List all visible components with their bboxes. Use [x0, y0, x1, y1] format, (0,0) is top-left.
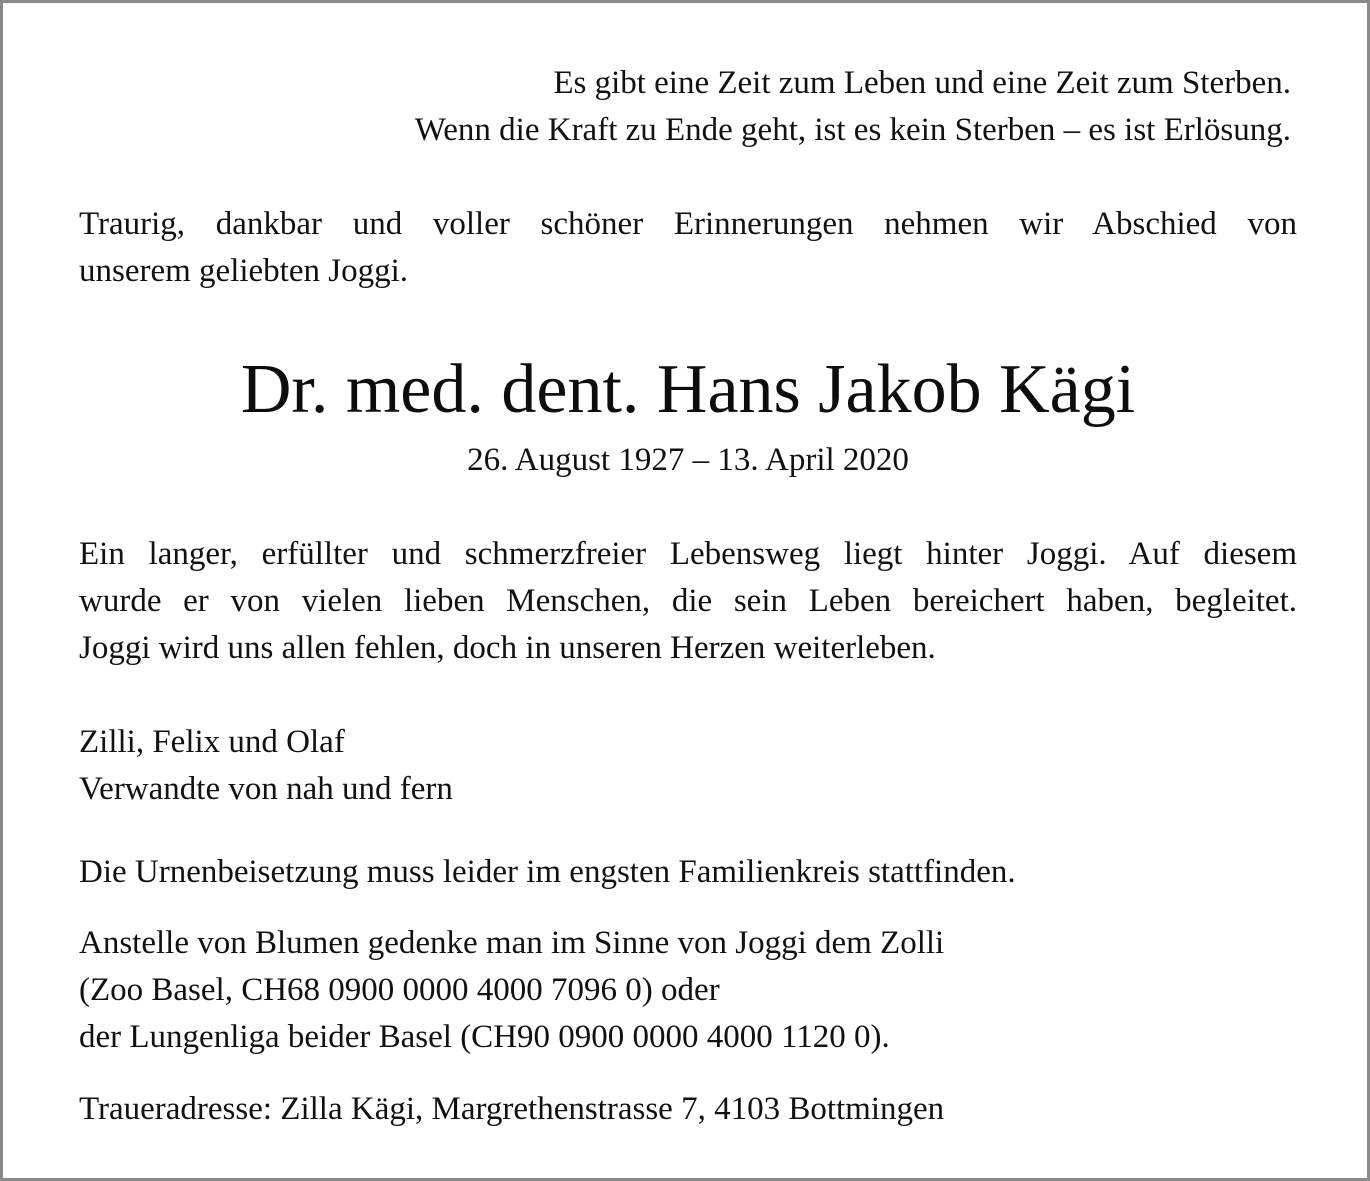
tribute-line-1: Ein langer, erfüllter und schmerzfreier Lebensweg liegt hinter Joggi. Auf diesem — [79, 536, 1297, 572]
tribute-line-3: Joggi wird uns allen fehlen, doch in unseren Herzen weiterleben. — [79, 630, 936, 666]
intro-line-2: unserem geliebten Joggi. — [79, 253, 409, 289]
deceased-name: Dr. med. dent. Hans Jakob Kägi — [240, 351, 1136, 428]
motto-line-1: Es gibt eine Zeit zum Leben und eine Zeit zum Sterben. — [553, 65, 1291, 101]
life-dates: 26. August 1927 – 13. April 2020 — [467, 442, 909, 478]
tribute-line-2: wurde er von vielen lieben Menschen, die sein Leben bereichert haben, begleitet. — [79, 583, 1297, 619]
donations-line-2: (Zoo Basel, CH68 0900 0000 4000 7096 0) oder — [79, 972, 720, 1008]
donations-line-3: der Lungenliga beider Basel (CH90 0900 0000 4000 1120 0). — [79, 1019, 890, 1055]
mourners-line-1: Zilli, Felix und Olaf — [79, 724, 345, 760]
motto-line-2: Wenn die Kraft zu Ende geht, ist es kein Sterben – es ist Erlösung. — [414, 112, 1291, 148]
mourning-address: Traueradresse: Zilla Kägi, Margrethenstrasse 7, 4103 Bottmingen — [79, 1091, 945, 1127]
donations-line-1: Anstelle von Blumen gedenke man im Sinne von Joggi dem Zolli — [79, 925, 945, 961]
mourners-line-2: Verwandte von nah und fern — [79, 771, 453, 807]
intro-line-1: Traurig, dankbar und voller schöner Erinnerungen nehmen wir Abschied von — [79, 206, 1297, 242]
burial-note: Die Urnenbeisetzung muss leider im engsten Familienkreis stattfinden. — [79, 854, 1016, 890]
